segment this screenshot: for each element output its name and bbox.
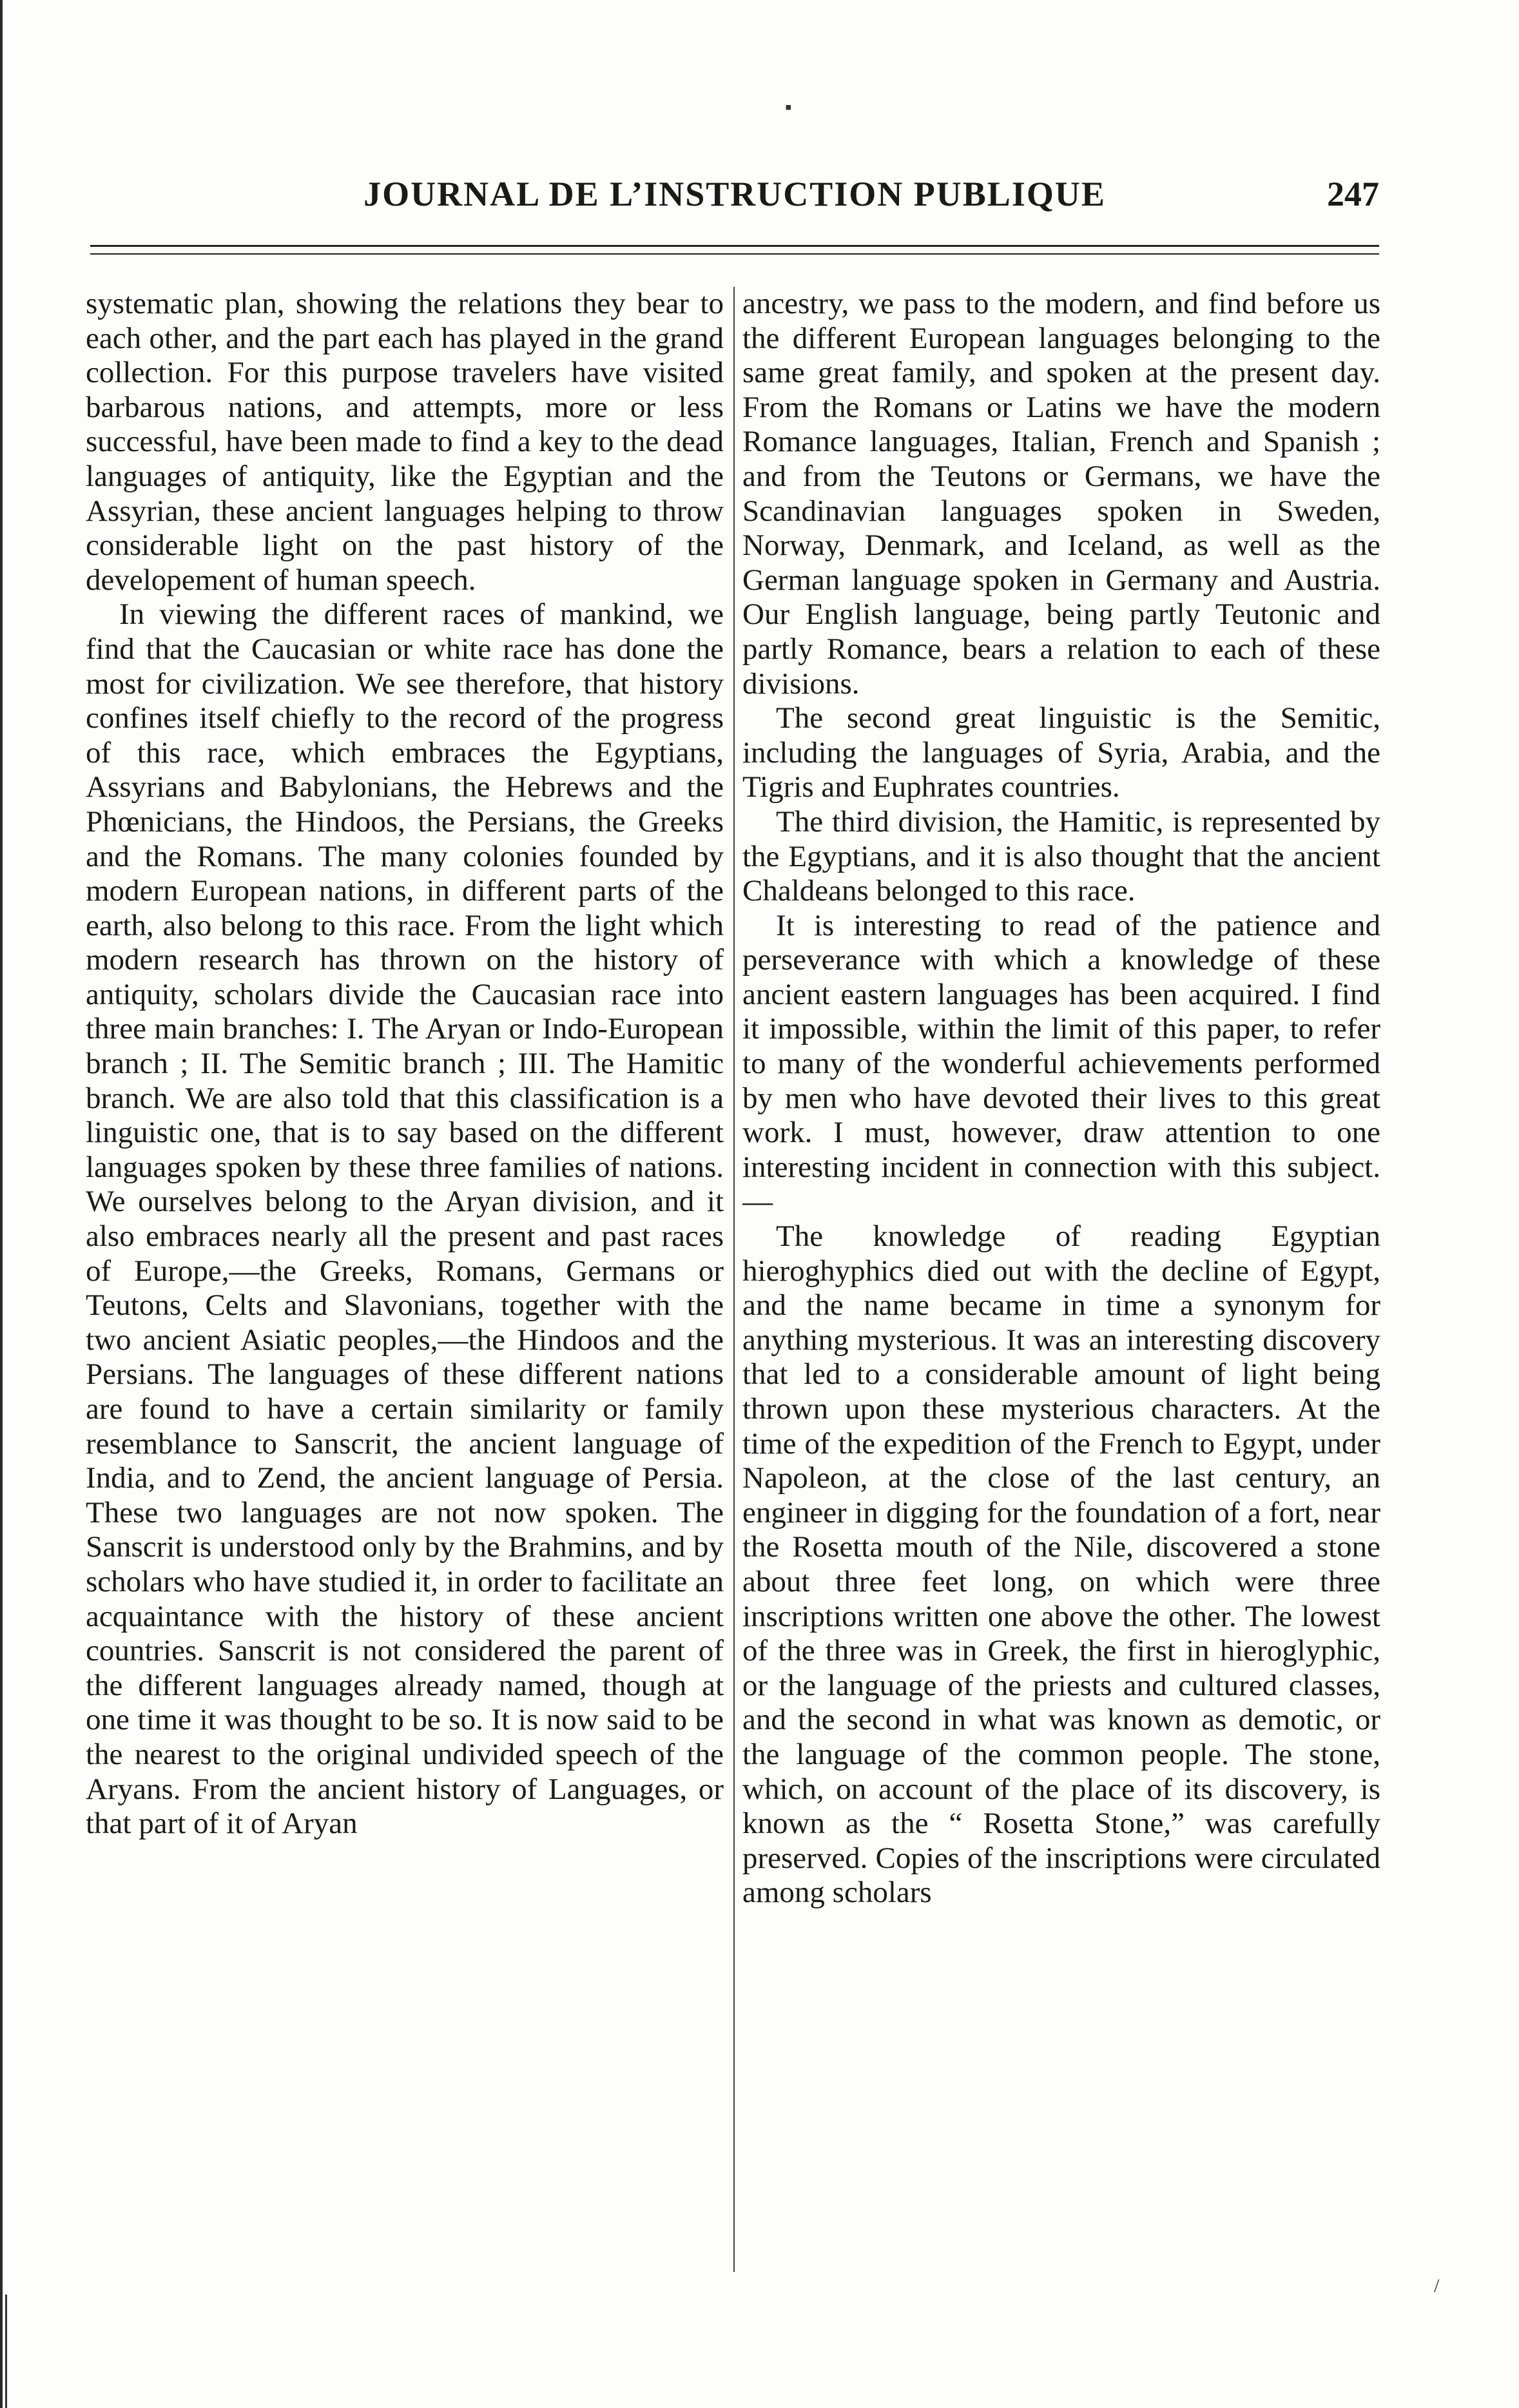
paragraph: The third division, the Hamitic, is represented by the Egyptians, and it is also thought that the ancient Chaldeans belonged to this race. (742, 804, 1380, 908)
paragraph: The knowledge of reading Egyptian hieroghyphics died out with the decline of Egypt, and the name became in time a synonym for anything mysterious. It was an interesting discovery that led to a considerable amount of light being thrown upon these mysterious characters. At the time of the expedition of the French to Egypt, under Napoleon, at the close of the last century, an engineer in digging for the foundation of a fort, near the Rosetta mouth of the Nile, discovered a stone about three feet long, on which were three inscriptions written one above the other. The lowest of the three was in Greek, the first in hieroglyphic, or the language of the priests and cultured classes, and the second in what was known as demotic, or the language of the common people. The stone, which, on account of the place of its discovery, is known as the “ Rosetta Stone,” was carefully preserved. Copies of the inscriptions were circulated among scholars (742, 1219, 1380, 1910)
right-column (742, 287, 1380, 2272)
left-column (86, 287, 724, 2272)
paragraph: The second great linguistic is the Semitic, including the languages of Syria, Arabia, and the Tigris and Euphrates countries. (742, 701, 1380, 804)
ink-speck: ▪ (785, 97, 792, 118)
journal-title: JOURNAL DE L’INSTRUCTION PUBLIQUE (363, 175, 1106, 213)
ink-speck: / (1434, 2275, 1440, 2296)
paragraph: In viewing the different races of mankind, we find that the Caucasian or white race has done the most for civilization. We see therefore, that history confines itself chiefly to the record of the progress of this race, which embraces the Egyptians, Assyrians and Babylonians, the Hebrews and the Phœnicians, the Hindoos, the Persians, the Greeks and the Romans. The many colonies founded by modern European nations, in different parts of the earth, also belong to this race. From the light which modern research has thrown on the history of antiquity, scholars divide the Caucasian race into three main branches: I. The Aryan or Indo-European branch ; II. The Semitic branch ; III. The Hamitic branch. We are also told that this classification is a linguistic one, that is to say based on the different languages spoken by these three families of nations. We ourselves belong to the Aryan division, and it also embraces nearly all the present and past races of Europe,—the Greeks, Romans, Germans or Teutons, Celts and Slavonians, together with the two ancient Asiatic peoples,—the Hindoos and the Persians. The languages of these different nations are found to have a certain similarity or family resemblance to Sanscrit, the ancient language of India, and to Zend, the ancient language of Persia. These two languages are not now spoken. The Sanscrit is understood only by the Brahmins, and by scholars who have studied it, in order to facilitate an acquaintance with the history of these ancient countries. Sanscrit is not considered the parent of the different languages already named, though at one time it was thought to be so. It is now said to be the nearest to the original undivided speech of the Aryans. From the ancient history of Languages, or that part of it of Aryan (86, 597, 724, 1841)
paragraph: ancestry, we pass to the modern, and find before us the different European languages belonging to the same great family, and spoken at the present day. From the Romans or Latins we have the modern Romance languages, Italian, French and Spanish ; and from the Teutons or Germans, we have the Scandinavian languages spoken in Sweden, Norway, Denmark, and Iceland, as well as the German language spoken in Germany and Austria. Our English language, being partly Teutonic and partly Romance, bears a relation to each of these divisions. (742, 287, 1380, 701)
header-rule-secondary (90, 253, 1379, 255)
page-edge-mark (5, 2295, 7, 2408)
page-edge (0, 0, 3, 2408)
header-rule (90, 245, 1379, 247)
paragraph: It is interesting to read of the patience and perseverance with which a knowledge of these ancient eastern languages has been acquired. I find it impossible, within the limit of this paper, to refer to many of the wonderful achievements performed by men who have devoted their lives to this great work. I must, however, draw attention to one interesting incident in connection with this subject.— (742, 908, 1380, 1219)
running-header (90, 174, 1379, 232)
column-divider (733, 287, 735, 2272)
paragraph: systematic plan, showing the relations they bear to each other, and the part each has played in the grand collection. For this purpose travelers have visited barbarous nations, and attempts, more or less successful, have been made to find a key to the dead languages of antiquity, like the Egyptian and the Assyrian, these ancient languages helping to throw considerable light on the past history of the developement of human speech. (86, 287, 724, 597)
page-number: 247 (1327, 175, 1379, 213)
